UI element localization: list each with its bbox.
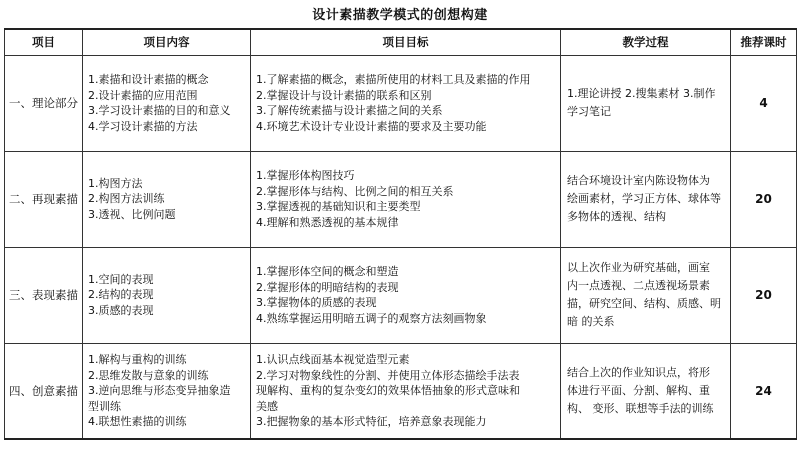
row-content <box>83 55 251 151</box>
goal-line: 3.掌握物体的质感的表现 <box>256 296 377 309</box>
row-hours: 20 <box>731 247 797 343</box>
table-row <box>5 343 797 439</box>
goal-line: 4.熟练掌握运用明暗五调子的观察方法刻画物象 <box>256 311 487 325</box>
goal-line: 1.了解素描的概念，素描所使用的材料工具及素描的作用 <box>256 73 531 86</box>
goal-line: 3.把握物象的基本形式特征，培养意象表现能力 <box>256 415 487 428</box>
row-goals <box>251 247 561 343</box>
process-line: 的关系 <box>581 315 615 328</box>
table-row <box>5 151 797 247</box>
header-content: 项目内容 <box>83 29 251 55</box>
goal-line: 4.理解和熟悉透视的基本规律 <box>256 215 399 229</box>
content-line: 3.质感的表现 <box>88 303 154 317</box>
header-goals: 项目目标 <box>251 29 561 55</box>
process-line: 3.制作学习笔记 <box>567 87 716 118</box>
content-line: 4.学习设计素描的方法 <box>88 119 198 133</box>
table-row <box>5 55 797 151</box>
row-hours: 20 <box>731 151 797 247</box>
process-line: 1.理论讲授 <box>567 87 622 100</box>
header-row <box>5 29 797 55</box>
row-content <box>83 343 251 439</box>
row-hours: 4 <box>731 55 797 151</box>
process-line: 内一点透视、二点透视场景素 <box>567 279 710 292</box>
process-line: 2.搜集素材 <box>625 87 680 100</box>
process-line: 变形、联想等手法的训练 <box>592 401 714 415</box>
row-hours: 24 <box>731 343 797 439</box>
process-line: 以上次作业为研究基础，画室 <box>567 261 710 274</box>
goal-line: 3.了解传统素描与设计素描之间的关系 <box>256 104 443 117</box>
goal-line: 2.掌握设计与设计素描的联系和区别 <box>256 88 432 102</box>
goal-line: 3.掌握透视的基础知识和主要类型 <box>256 200 421 213</box>
row-process <box>561 247 731 343</box>
content-line: 3.学习设计素描的目的和意义 <box>88 104 231 117</box>
header-project: 项目 <box>5 29 83 55</box>
process-line: 结合上次的作业知识点，将形 <box>567 365 710 379</box>
row-category: 二、再现素描 <box>5 151 83 247</box>
content-line: 4.联想性素描的训练 <box>88 415 187 428</box>
row-process <box>561 55 731 151</box>
goal-line: 1.认识点线面基本视觉造型元素 <box>256 353 410 366</box>
course-table <box>4 28 797 440</box>
content-line: 型训练 <box>88 399 121 413</box>
content-line: 2.构图方法训练 <box>88 192 165 206</box>
page-title: 设计素描教学模式的创想构建 <box>312 8 488 23</box>
row-content <box>83 151 251 247</box>
goal-line: 美感 <box>256 399 278 413</box>
goal-line: 2.掌握形体与结构、比例之间的相互关系 <box>256 184 454 198</box>
process-line: 结合环境设计室内陈设物体为 <box>567 174 710 187</box>
row-category: 四、创意素描 <box>5 343 83 439</box>
row-goals <box>251 343 561 439</box>
content-line: 2.思维发散与意象的训练 <box>88 368 209 382</box>
content-line: 2.设计素描的应用范围 <box>88 88 198 102</box>
header-hours: 推荐课时 <box>731 29 797 55</box>
process-line: 多物体的透视、结构 <box>567 210 666 223</box>
goal-line: 2.掌握形体的明暗结构的表现 <box>256 280 399 294</box>
goal-line: 1.掌握形体构图技巧 <box>256 169 355 182</box>
process-line: 描，研究空间、结构、质感、明暗 <box>567 297 721 328</box>
row-process <box>561 343 731 439</box>
content-line: 1.构图方法 <box>88 176 143 190</box>
content-line: 3.透视、比例问题 <box>88 207 176 221</box>
row-content <box>83 247 251 343</box>
process-line: 体进行平面、分割、解构、重构、 <box>567 383 710 415</box>
row-process <box>561 151 731 247</box>
goal-line: 4.环境艺术设计专业设计素描的要求及主要功能 <box>256 119 487 133</box>
goal-line: 现解构、重构的复杂变幻的效果体悟抽象的形式意味和 <box>256 384 520 397</box>
row-category: 三、表现素描 <box>5 247 83 343</box>
content-line: 3.逆向思维与形态变异抽象造 <box>88 384 231 397</box>
goal-line: 2.学习对物象线性的分割、并使用立体形态描绘手法表 <box>256 368 520 382</box>
header-process: 教学过程 <box>561 29 731 55</box>
content-line: 1.解构与重构的训练 <box>88 353 187 366</box>
content-line: 1.素描和设计素描的概念 <box>88 73 209 86</box>
content-line: 1.空间的表现 <box>88 272 154 286</box>
table-row <box>5 247 797 343</box>
content-line: 2.结构的表现 <box>88 288 154 302</box>
row-goals <box>251 55 561 151</box>
process-line: 绘画素材，学习正方体、球体等 <box>567 192 721 205</box>
row-goals <box>251 151 561 247</box>
goal-line: 1.掌握形体空间的概念和塑造 <box>256 265 399 278</box>
row-category: 一、理论部分 <box>5 55 83 151</box>
